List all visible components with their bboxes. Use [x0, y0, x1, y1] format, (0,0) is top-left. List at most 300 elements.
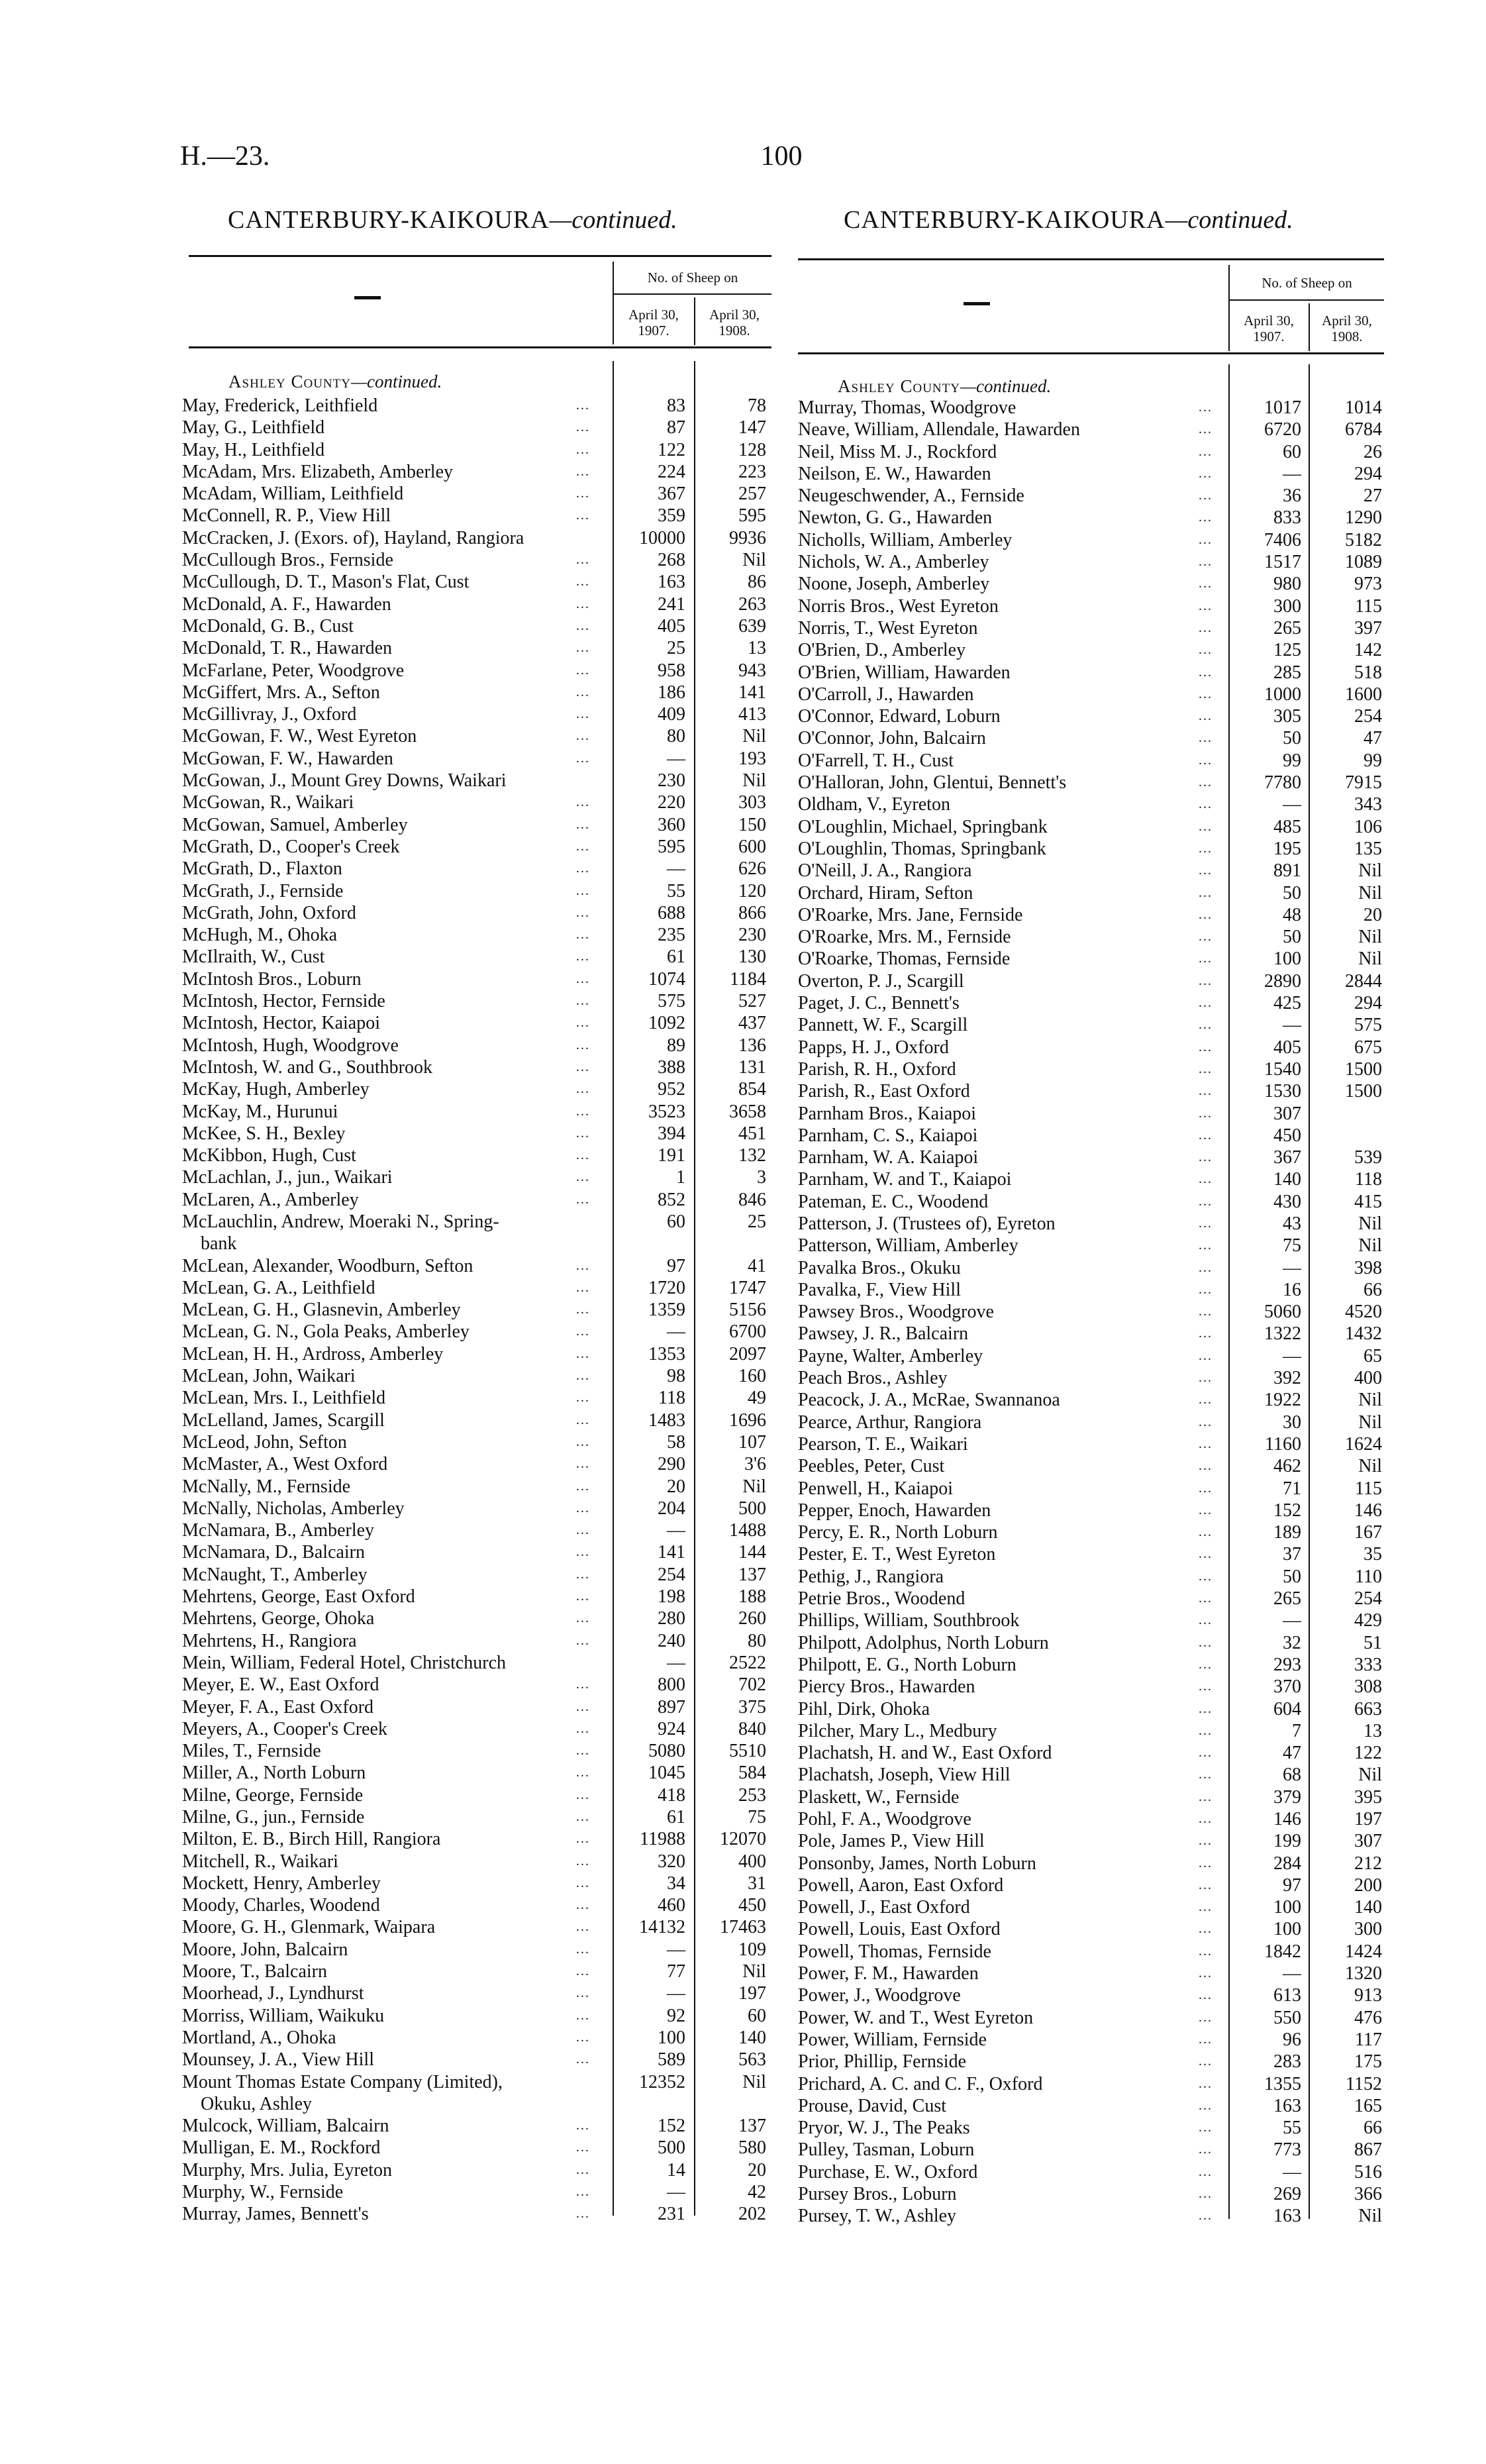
table-row	[182, 1652, 775, 1674]
table-row	[182, 703, 775, 725]
sheep-1908: 516	[1354, 2161, 1382, 2182]
leader-dots: ...	[576, 2118, 590, 2133]
sheep-1907: 235	[658, 925, 685, 946]
owner-name: McAdam, Mrs. Elizabeth, Amberley	[182, 461, 454, 482]
leader-dots: ...	[576, 1478, 590, 1494]
owner-name: Neilson, E. W., Hawarden	[798, 463, 991, 484]
table-row	[798, 2205, 1384, 2227]
owner-name: McCullough, D. T., Mason's Flat, Cust	[182, 572, 470, 593]
table-row	[182, 1961, 775, 1982]
owner-name: Prouse, David, Cust	[798, 2095, 946, 2116]
sheep-1908: 31	[748, 1873, 766, 1894]
leader-dots: ...	[1199, 2076, 1213, 2091]
owner-name: McNaught, T., Amberley	[182, 1564, 368, 1585]
owner-name: Nichols, W. A., Amberley	[798, 552, 989, 573]
leader-dots: ...	[1199, 709, 1213, 724]
title-suffix: —continued.	[549, 206, 677, 234]
county-heading	[838, 376, 1051, 397]
leader-dots: ...	[1199, 841, 1213, 856]
leader-dots: ...	[1199, 1127, 1213, 1143]
leader-dots: ...	[1199, 1657, 1213, 1672]
table-row	[798, 551, 1384, 573]
leader-dots: ...	[576, 1611, 590, 1626]
leader-dots: ...	[576, 971, 590, 986]
leader-dots: ...	[1199, 819, 1213, 834]
owner-name: Murray, James, Bennett's	[182, 2204, 369, 2225]
sheep-1907: —	[1283, 2161, 1301, 2182]
sheep-1908: Nil	[1358, 927, 1382, 948]
owner-name: McLean, G. A., Leithfield	[182, 1277, 375, 1298]
owner-name: Paget, J. C., Bennett's	[798, 993, 960, 1014]
sheep-1908: 106	[1354, 816, 1382, 837]
owner-name: McLaren, A., Amberley	[182, 1189, 359, 1210]
owner-name: McDonald, T. R., Hawarden	[182, 638, 392, 659]
leader-dots: ...	[576, 684, 590, 699]
sheep-1907: —	[1283, 463, 1301, 484]
sheep-1908: 1290	[1345, 507, 1382, 529]
table-row	[182, 461, 775, 483]
sheep-1908: 20	[748, 2159, 766, 2181]
table-row	[798, 1830, 1384, 1852]
table-row	[798, 1058, 1384, 1080]
owner-name: Mulcock, William, Balcairn	[182, 2116, 389, 2137]
sheep-1908: 307	[1354, 1831, 1382, 1852]
sheep-1907: 141	[658, 1542, 685, 1563]
owner-name: Moody, Charles, Woodend	[182, 1895, 380, 1916]
sheep-1907: 189	[1273, 1522, 1301, 1543]
leader-dots: ...	[1199, 1922, 1213, 1937]
header-bottom-rule	[798, 352, 1384, 354]
sheep-1907: 77	[667, 1961, 685, 1982]
group-header-rule	[1230, 299, 1384, 301]
sheep-1908: 47	[1363, 728, 1382, 749]
owner-name: McConnell, R. P., View Hill	[182, 505, 391, 527]
sheep-1908: 78	[748, 395, 766, 416]
owner-name: McLeod, John, Sefton	[182, 1431, 347, 1453]
table-row	[182, 836, 775, 858]
table-row	[798, 1478, 1384, 1500]
owner-name: Parnham, W. and T., Kaiapoi	[798, 1169, 1012, 1190]
leader-dots: ...	[1199, 885, 1213, 900]
table-row	[798, 1808, 1384, 1830]
leader-dots: ...	[1199, 1547, 1213, 1562]
sheep-1907: 195	[1273, 838, 1301, 859]
sheep-1908: 595	[738, 505, 766, 527]
sheep-1908: 398	[1354, 1257, 1382, 1278]
county-suffix: —continued.	[350, 372, 442, 391]
sheep-1908: 375	[738, 1696, 766, 1718]
sheep-1907: 100	[1273, 1897, 1301, 1918]
sheep-1908: 107	[738, 1431, 766, 1453]
table-row	[182, 1519, 775, 1541]
owner-name: Purchase, E. W., Oxford	[798, 2161, 978, 2182]
leader-dots: ...	[576, 1280, 590, 1295]
owner-name: Murray, Thomas, Woodgrove	[798, 397, 1016, 418]
owner-name: Meyer, F. A., East Oxford	[182, 1696, 374, 1718]
owner-name: McNally, M., Fernside	[182, 1476, 351, 1497]
county-suffix: —continued.	[960, 376, 1052, 396]
owner-name: Pulley, Tasman, Loburn	[798, 2139, 975, 2161]
sheep-1907: 34	[667, 1873, 685, 1894]
owner-name: Mortland, A., Ohoka	[182, 2027, 336, 2048]
table-row	[182, 1873, 775, 1894]
table-row	[182, 2137, 775, 2159]
leader-dots: ...	[1199, 488, 1213, 503]
leader-dots: ...	[1199, 2164, 1213, 2179]
sheep-1907: 924	[658, 1718, 685, 1739]
leader-dots: ...	[1199, 973, 1213, 988]
sheep-1907: 1074	[648, 968, 685, 990]
sheep-1907: 268	[658, 550, 685, 571]
sheep-1908: 147	[738, 417, 766, 438]
owner-name: McGrath, D., Flaxton	[182, 858, 342, 880]
table-row-continuation	[182, 1233, 775, 1255]
sheep-1908: 2097	[729, 1343, 766, 1364]
sheep-1907: 97	[1283, 1874, 1301, 1896]
table-row	[182, 1189, 775, 1211]
owner-name: O'Loughlin, Michael, Springbank	[798, 816, 1048, 837]
table-row	[798, 750, 1384, 772]
leader-dots: ...	[576, 795, 590, 810]
table-body	[798, 397, 1384, 2228]
sheep-1908: 415	[1354, 1191, 1382, 1212]
leader-dots: ...	[576, 442, 590, 457]
table-row	[798, 860, 1384, 882]
owner-name: Pavalka, F., View Hill	[798, 1279, 961, 1300]
sheep-1907: 231	[658, 2204, 685, 2225]
leader-dots: ...	[1199, 1812, 1213, 1826]
table-row	[182, 1387, 775, 1409]
header-year: 1907.	[638, 323, 669, 338]
owner-name: Patterson, William, Amberley	[798, 1235, 1018, 1257]
owner-name: Powell, J., East Oxford	[798, 1897, 970, 1918]
sheep-1907: 891	[1273, 860, 1301, 882]
sheep-1907: 370	[1273, 1676, 1301, 1698]
sheep-1907: —	[1283, 1963, 1301, 1984]
sheep-1907: 359	[658, 505, 685, 527]
sheep-1908: Nil	[742, 1476, 766, 1497]
leader-dots: ...	[576, 1941, 590, 1957]
leader-dots: ...	[576, 596, 590, 611]
sheep-1908: Nil	[1358, 949, 1382, 970]
sheep-1907: 241	[658, 593, 685, 615]
table-row	[798, 1543, 1384, 1565]
owner-name: McKay, Hugh, Amberley	[182, 1079, 370, 1100]
table-row	[798, 838, 1384, 860]
leader-dots: ...	[1199, 2054, 1213, 2069]
table-row	[798, 1918, 1384, 1940]
county-name: Ashley County	[838, 376, 960, 396]
sheep-1908: 117	[1355, 2029, 1382, 2050]
sheep-1907: 285	[1273, 662, 1301, 683]
sheep-1908: 626	[738, 858, 766, 880]
table-row	[182, 1762, 775, 1784]
sheep-1908: 20	[1363, 904, 1382, 925]
leader-dots: ...	[1199, 1789, 1213, 1804]
sheep-1908: 132	[738, 1145, 766, 1166]
table-row	[182, 1916, 775, 1938]
table-row	[182, 2115, 775, 2137]
table-row	[182, 1145, 775, 1166]
table-row	[798, 705, 1384, 727]
owner-name: O'Brien, D., Amberley	[798, 640, 966, 661]
sheep-1908: 1500	[1345, 1058, 1382, 1080]
leader-dots: ...	[576, 552, 590, 568]
owner-name: Pursey Bros., Loburn	[798, 2184, 957, 2205]
col-1908-header	[695, 307, 773, 338]
table-row	[182, 1982, 775, 2004]
leader-dots: ...	[1199, 797, 1213, 812]
table-row	[798, 639, 1384, 661]
sheep-1907: 550	[1273, 2007, 1301, 2028]
leader-dots: ...	[576, 1346, 590, 1361]
sheep-1907: —	[667, 1652, 685, 1673]
table-row-continuation	[182, 2093, 775, 2115]
leader-dots: ...	[1199, 951, 1213, 966]
sheep-1908: 188	[738, 1586, 766, 1608]
sheep-1907: 952	[658, 1079, 685, 1100]
leader-dots: ...	[576, 1566, 590, 1582]
leader-dots: ...	[576, 574, 590, 590]
owner-name: O'Roarke, Thomas, Fernside	[798, 949, 1011, 970]
sheep-1908: 212	[1354, 1853, 1382, 1874]
leader-dots: ...	[1199, 1039, 1213, 1054]
sheep-1907: 146	[1273, 1809, 1301, 1829]
table-row	[182, 725, 775, 747]
owner-name: Murphy, W., Fernside	[182, 2182, 344, 2203]
leader-dots: ...	[576, 1390, 590, 1406]
owner-name: Mehrtens, George, East Oxford	[182, 1586, 415, 1608]
sheep-1907: 75	[1283, 1235, 1301, 1257]
sheep-1907: 92	[667, 2005, 685, 2026]
owner-name: Powell, Thomas, Fernside	[798, 1941, 991, 1962]
sheep-1908: 17463	[720, 1917, 766, 1938]
table-row	[182, 1211, 775, 1233]
leader-dots: ...	[1199, 2120, 1213, 2135]
owner-name-continued: Okuku, Ashley	[201, 2093, 312, 2114]
owner-name: Power, F. M., Hawarden	[798, 1963, 979, 1984]
sheep-1908: 136	[738, 1035, 766, 1056]
table-row	[798, 1676, 1384, 1698]
sheep-1908: 429	[1354, 1610, 1382, 1631]
sheep-1908: 51	[1363, 1632, 1382, 1653]
sheep-1907: 12352	[639, 2071, 685, 2092]
leader-dots: ...	[1199, 1017, 1213, 1033]
owner-name: McFarlane, Peter, Woodgrove	[182, 660, 405, 681]
sheep-1908: Nil	[742, 726, 766, 747]
table-row	[798, 2073, 1384, 2095]
sheep-1908: Nil	[1358, 1235, 1382, 1257]
table-row	[182, 505, 775, 527]
table-row	[182, 770, 775, 792]
leader-dots: ...	[1199, 1215, 1213, 1231]
leader-dots: ...	[576, 618, 590, 633]
owner-name: Moore, T., Balcairn	[182, 1961, 328, 1982]
sheep-1907: 3523	[648, 1101, 685, 1122]
owner-name: Patterson, J. (Trustees of), Eyreton	[798, 1213, 1056, 1234]
leader-dots: ...	[1199, 1855, 1213, 1871]
table-top-rule	[798, 258, 1384, 260]
sheep-1907: 50	[1283, 1566, 1301, 1587]
owner-name: McGowan, F. W., West Eyreton	[182, 726, 417, 747]
owner-name: Neave, William, Allendale, Hawarden	[798, 419, 1080, 440]
owner-name: Mockett, Henry, Amberley	[182, 1873, 381, 1894]
sheep-1908: 160	[738, 1366, 766, 1387]
sheep-1908: Nil	[1358, 1765, 1382, 1786]
owner-name: Parish, R., East Oxford	[798, 1081, 970, 1102]
sheep-1908: 6784	[1345, 419, 1382, 440]
group-header: No. of Sheep on	[1262, 275, 1352, 291]
owner-name: McDonald, G. B., Cust	[182, 615, 354, 637]
sheep-1907: 68	[1283, 1765, 1301, 1786]
sheep-1907: 265	[1273, 1588, 1301, 1610]
sheep-1908: 397	[1354, 617, 1382, 639]
sheep-1907: 1540	[1264, 1058, 1301, 1080]
table-row	[798, 2095, 1384, 2117]
sheep-1907: 198	[658, 1586, 685, 1608]
sheep-1908: 639	[738, 615, 766, 637]
leader-dots: ...	[1199, 1260, 1213, 1275]
sheep-1907: 688	[658, 902, 685, 923]
owner-name: Moorhead, J., Lyndhurst	[182, 1983, 364, 2004]
leader-dots: ...	[1199, 1988, 1213, 2003]
leader-dots: ...	[576, 1324, 590, 1339]
sheep-1908: 60	[748, 2005, 766, 2026]
leader-dots: ...	[576, 1015, 590, 1031]
leader-dots: ...	[576, 1412, 590, 1427]
owner-name: Pateman, E. C., Woodend	[798, 1191, 989, 1212]
table-row	[182, 1564, 775, 1586]
title-text: CANTERBURY-KAIKOURA	[844, 206, 1165, 234]
sheep-1907: 61	[667, 1807, 685, 1827]
sheep-1907: 16	[1283, 1279, 1301, 1300]
sheep-1907: —	[1283, 1610, 1301, 1631]
sheep-1908: 254	[1354, 1588, 1382, 1610]
sheep-1907: 958	[658, 660, 685, 681]
sheep-1907: 1017	[1264, 397, 1301, 418]
table-row	[798, 727, 1384, 749]
table-row	[798, 992, 1384, 1014]
owner-name: McLauchlin, Andrew, Moeraki N., Spring-	[182, 1211, 499, 1232]
sheep-1908: 343	[1354, 794, 1382, 815]
sheep-1908: 41	[748, 1255, 766, 1276]
sheep-1908: Nil	[1358, 882, 1382, 903]
leader-dots: ...	[576, 1434, 590, 1449]
sheep-1908: 253	[738, 1784, 766, 1806]
table-row	[182, 1894, 775, 1916]
table-row	[798, 1632, 1384, 1654]
leader-dots: ...	[1199, 1767, 1213, 1782]
sheep-1907: 61	[667, 947, 685, 968]
sheep-1907: 224	[658, 461, 685, 482]
owner-name: O'Halloran, John, Glentui, Bennett's	[798, 772, 1067, 794]
leader-dots: ...	[576, 707, 590, 722]
table-row	[182, 792, 775, 813]
sheep-1908: 333	[1354, 1654, 1382, 1675]
county-name: Ashley County	[228, 372, 351, 391]
leader-dots: ...	[1199, 1238, 1213, 1253]
sheep-1907: 1517	[1264, 552, 1301, 573]
leader-dots: ...	[576, 1037, 590, 1052]
owner-name: O'Roarke, Mrs. M., Fernside	[798, 927, 1011, 948]
table-row	[798, 1610, 1384, 1631]
sheep-1908: 3658	[729, 1101, 766, 1122]
sheep-1908: 2522	[729, 1652, 766, 1673]
owner-name: Parnham, W. A. Kaiapoi	[798, 1147, 979, 1168]
table-row	[182, 1630, 775, 1652]
leader-dots: ...	[1199, 1459, 1213, 1474]
table-row	[798, 1168, 1384, 1190]
leader-dots: ...	[576, 420, 590, 435]
leader-dots: ...	[1199, 444, 1213, 459]
table-row	[182, 1828, 775, 1850]
col-1907-header	[1230, 313, 1308, 344]
sheep-1907: 55	[667, 880, 685, 901]
table-row	[182, 2159, 775, 2181]
owner-name: Orchard, Hiram, Sefton	[798, 882, 973, 903]
sheep-1907: 36	[1283, 486, 1301, 507]
sheep-1908: Nil	[1358, 1456, 1382, 1477]
leader-dots: ...	[1199, 1348, 1213, 1363]
leader-dots: ...	[576, 839, 590, 854]
owner-name: McNamara, D., Balcairn	[182, 1542, 365, 1563]
owner-name: Prichard, A. C. and C. F., Oxford	[798, 2073, 1043, 2094]
sheep-1908: 7915	[1345, 772, 1382, 794]
owner-name: McIntosh Bros., Loburn	[182, 968, 362, 990]
leader-dots: ...	[1199, 422, 1213, 437]
sheep-1908: 65	[1363, 1345, 1382, 1366]
leader-dots: ...	[1199, 1745, 1213, 1761]
leader-dots: ...	[576, 2184, 590, 2200]
sheep-1907: —	[1283, 1345, 1301, 1366]
sheep-1908: 26	[1363, 441, 1382, 462]
sheep-1907: 300	[1273, 595, 1301, 617]
owner-name: Percy, E. R., North Loburn	[798, 1522, 998, 1543]
sheep-1908: 197	[1354, 1809, 1382, 1829]
leader-dots: ...	[1199, 686, 1213, 701]
leader-dots: ...	[576, 1743, 590, 1759]
table-row	[182, 1784, 775, 1806]
sheep-1907: 283	[1273, 2051, 1301, 2073]
table-row	[182, 1299, 775, 1321]
leader-dots: ...	[1199, 1436, 1213, 1451]
owner-name: McNally, Nicholas, Amberley	[182, 1498, 405, 1519]
table-row	[798, 1654, 1384, 1676]
sheep-1908: 150	[738, 814, 766, 835]
leader-dots: ...	[576, 2162, 590, 2177]
leader-dots: ...	[576, 905, 590, 920]
owner-name: Miles, T., Fernside	[182, 1741, 321, 1762]
leader-dots: ...	[576, 1082, 590, 1097]
leader-dots: ...	[1199, 1591, 1213, 1606]
sheep-1907: 800	[658, 1674, 685, 1696]
sheep-1907: 122	[658, 439, 685, 460]
table-row	[182, 1806, 775, 1828]
sheep-1907: 604	[1273, 1698, 1301, 1720]
table-row	[798, 2161, 1384, 2183]
table-row	[798, 1345, 1384, 1367]
owner-name: Peebles, Peter, Cust	[798, 1456, 945, 1477]
owner-name: Peach Bros., Ashley	[798, 1368, 948, 1389]
owner-name: May, Frederick, Leithfield	[182, 395, 378, 416]
leader-dots: ...	[576, 1302, 590, 1317]
sheep-1907: 1353	[648, 1343, 685, 1364]
sheep-1908: 294	[1354, 463, 1382, 484]
leader-dots: ...	[576, 1986, 590, 2001]
table-row	[182, 1740, 775, 1762]
leader-dots: ...	[576, 1104, 590, 1119]
sheep-1907: 58	[667, 1431, 685, 1453]
